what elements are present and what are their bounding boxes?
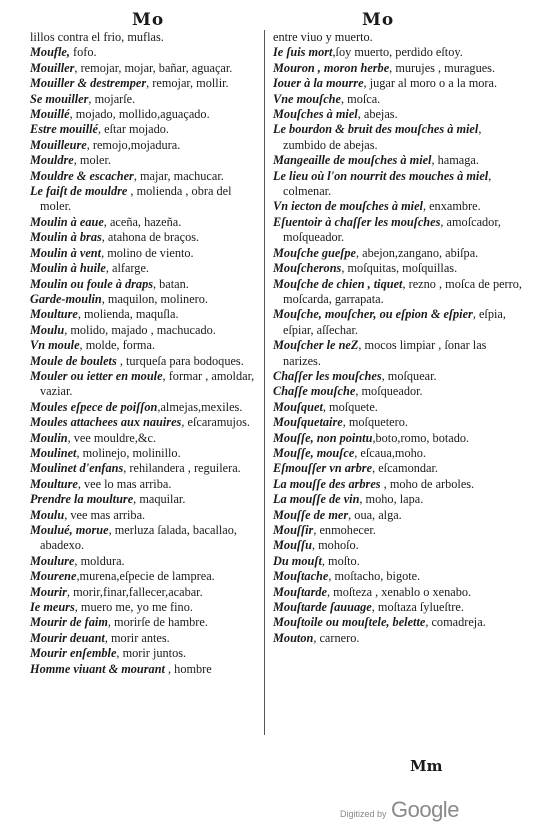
entry-headword: Moulin à bras: [30, 230, 102, 245]
dictionary-entry: [273, 369, 523, 384]
dictionary-entry: [273, 477, 523, 492]
dictionary-entry: [30, 323, 258, 338]
entry-headword: Le lieu où l'on nourrit des mouches à miel: [273, 168, 489, 183]
entry-headword: Mouſcherons: [273, 261, 342, 276]
dictionary-entry: [30, 45, 258, 60]
dictionary-entry: [273, 508, 523, 523]
entry-headword: Mouillé: [30, 107, 70, 122]
entry-headword: Mouſcher le neZ: [273, 338, 359, 353]
dictionary-entry: [30, 184, 258, 215]
entry-definition: lillos contra el frio, muflas.: [30, 30, 164, 44]
entry-definition: , morirſe de hambre.: [107, 615, 208, 630]
google-logo: Google: [390, 797, 459, 822]
dictionary-entry: [273, 600, 523, 615]
dictionary-entry: [30, 277, 258, 292]
entry-headword: Moules eſpece de poiſſon: [30, 399, 158, 414]
dictionary-entry: [273, 30, 523, 45]
entry-headword: Mouſche de chien , tiquet: [273, 276, 403, 291]
dictionary-entry: [30, 508, 258, 523]
entry-definition: , maquilar.: [133, 492, 186, 507]
dictionary-entry: [30, 569, 258, 584]
dictionary-entry: [273, 615, 523, 630]
entry-headword: Mouton: [273, 630, 314, 645]
entry-definition: , morir,finar,fallecer,acabar.: [66, 584, 203, 599]
entry-definition: , moſquitas, moſquillas.: [341, 261, 458, 276]
entry-headword: Moulin: [30, 430, 68, 445]
entry-definition: , eſcamondar.: [372, 461, 438, 476]
entry-headword: Moulu: [30, 322, 65, 337]
dictionary-entry: [30, 631, 258, 646]
entry-headword: Mourir enſemble: [30, 646, 117, 661]
column-divider: [264, 30, 265, 735]
entry-headword: Vn iecton de mouſches à miel: [273, 199, 423, 214]
entry-definition: , eſcaramujos.: [181, 415, 250, 430]
dictionary-entry: [273, 199, 523, 214]
entry-definition: , moſqueador.: [355, 384, 423, 399]
entry-headword: Garde-moulin: [30, 291, 102, 306]
dictionary-entry: [30, 400, 258, 415]
left-column: [30, 30, 258, 677]
dictionary-entry: [30, 646, 258, 661]
entry-definition: , rehilandera , reguilera.: [123, 461, 241, 476]
entry-headword: Ie meurs: [30, 600, 75, 615]
entry-headword: Se mouiller: [30, 91, 89, 106]
entry-definition: , murujes , muragues.: [389, 60, 496, 75]
dictionary-entry: [30, 261, 258, 276]
entry-definition: , enmohecer.: [313, 523, 376, 537]
dictionary-entry: [30, 523, 258, 554]
dictionary-entry: [30, 585, 258, 600]
right-column: [273, 30, 523, 646]
dictionary-entry: [273, 45, 523, 60]
entry-headword: Ie ſuis mort: [273, 45, 333, 60]
entry-headword: Mouſche, mouſcher, ou eſpion & eſpier: [273, 307, 473, 322]
entry-headword: Moulin à vent: [30, 245, 102, 260]
entry-headword: Moulture: [30, 476, 78, 491]
entry-definition: , moſquete.: [322, 399, 378, 414]
dictionary-entry: [273, 384, 523, 399]
entry-definition: , zumbido de abejas.: [283, 122, 482, 152]
entry-headword: Mouſtache: [273, 569, 329, 584]
entry-definition: , remojar, mojar, bañar, aguaçar.: [74, 60, 233, 75]
entry-headword: Moulué, morue: [30, 523, 109, 537]
catchword: Mm: [410, 757, 443, 775]
entry-definition: , merluza ſalada, bacallao, abadexo.: [40, 523, 237, 553]
entry-definition: , colmenar.: [283, 168, 492, 199]
dictionary-entry: [273, 585, 523, 600]
entry-definition: ,murena,eſpecie de lamprea.: [76, 569, 215, 584]
entry-headword: Mangeaille de mouſches à miel: [273, 153, 432, 168]
entry-definition: , moler.: [73, 153, 111, 168]
entry-definition: , hombre: [164, 661, 212, 676]
entry-headword: Moulture: [30, 307, 78, 322]
entry-headword: Du mouſt: [273, 553, 322, 568]
entry-headword: Moules attachees aux nauires: [30, 415, 182, 430]
entry-definition: , batan.: [153, 276, 189, 291]
entry-definition: , moſquetero.: [342, 415, 408, 430]
entry-headword: Prendre la moulture: [30, 492, 134, 507]
dictionary-entry: [30, 477, 258, 492]
entry-definition: , molinejo, molinillo.: [76, 445, 181, 460]
entry-definition: , alfarge.: [105, 261, 149, 276]
digitized-by-google: [340, 797, 459, 823]
dictionary-entry: [30, 292, 258, 307]
dictionary-entry: [30, 369, 258, 400]
entry-definition: , vee mas arriba.: [64, 507, 146, 522]
dictionary-entry: [30, 153, 258, 168]
entry-definition: , comadreja.: [425, 615, 486, 630]
entry-definition: , mohoſo.: [311, 538, 359, 553]
entry-headword: Moulin à huile: [30, 261, 106, 276]
entry-headword: Mouſtarde ſauuage: [273, 600, 372, 615]
entry-headword: Moulin à eaue: [30, 214, 104, 229]
dictionary-entry: [30, 76, 258, 91]
dictionary-entry: [273, 538, 523, 553]
dictionary-entry: [30, 415, 258, 430]
dictionary-entry: [273, 61, 523, 76]
entry-definition: , moſca.: [340, 91, 381, 106]
entry-definition: , remojar, mollir.: [146, 76, 229, 91]
entry-headword: Mouſſe de mer: [273, 507, 349, 522]
dictionary-entry: [273, 415, 523, 430]
entry-definition: , abejon,zangano, abiſpa.: [356, 245, 479, 260]
entry-definition: , mojarſe.: [88, 91, 136, 106]
entry-headword: Mouſtarde: [273, 584, 327, 599]
entry-headword: Mouiller: [30, 60, 75, 75]
entry-headword: Le faiſt de mouldre: [30, 184, 128, 199]
entry-definition: , muero me, yo me fino.: [74, 600, 193, 615]
entry-headword: Mourir deuant: [30, 630, 105, 645]
dictionary-entry: [30, 554, 258, 569]
entry-headword: Mourene: [30, 569, 77, 584]
entry-headword: Iouer à la mourre: [273, 76, 364, 91]
entry-headword: Mourir de faim: [30, 615, 108, 630]
entry-definition: , hamaga.: [431, 153, 479, 168]
dictionary-entry: [273, 461, 523, 476]
dictionary-entry: [273, 554, 523, 569]
entry-definition: ,almejas,mexiles.: [157, 399, 243, 414]
dictionary-entry: [30, 307, 258, 322]
dictionary-entry: [273, 569, 523, 584]
entry-definition: , moſtacho, bigote.: [328, 569, 421, 584]
entry-definition: , moho, lapa.: [359, 492, 424, 507]
dictionary-entry: [273, 400, 523, 415]
entry-definition: , eſcaua,moho.: [354, 445, 426, 460]
dictionary-entry: [30, 230, 258, 245]
entry-definition: , rezno , moſca de perro, moſcarda, garrapata.: [283, 276, 522, 306]
entry-headword: Mouſche gueſpe: [273, 245, 356, 260]
entry-headword: La mouſſe de vin: [273, 492, 360, 507]
entry-headword: Chaſſe mouſche: [273, 384, 356, 399]
entry-definition: , moſquear.: [381, 368, 437, 383]
entry-definition: , mocos limpiar , ſonar las narizes.: [283, 338, 487, 368]
dictionary-entry: [30, 246, 258, 261]
dictionary-entry: [273, 523, 523, 538]
dictionary-entry: [30, 122, 258, 137]
entry-headword: Mouſſir: [273, 523, 314, 537]
entry-definition: fofo.: [69, 45, 97, 60]
dictionary-entry: [30, 354, 258, 369]
left-running-head: Mo: [132, 10, 165, 30]
entry-headword: Moulinet d'enfans: [30, 461, 124, 476]
entry-definition: , eſpia, eſpiar, aſſechar.: [283, 307, 506, 337]
entry-definition: , molde, forma.: [79, 338, 156, 353]
dictionary-entry: [273, 338, 523, 369]
dictionary-entry: [273, 431, 523, 446]
dictionary-entry: [30, 107, 258, 122]
entry-headword: Moufle,: [30, 45, 70, 60]
entry-headword: Chaſſer les mouſches: [273, 368, 382, 383]
entry-headword: La mouſſe des arbres: [273, 476, 381, 491]
entry-headword: Vn moule: [30, 338, 80, 353]
dictionary-entry: [273, 92, 523, 107]
entry-headword: Mouſſe, non pointu: [273, 430, 373, 445]
entry-definition: , vee mouldre,&c.: [67, 430, 157, 445]
dictionary-entry: [30, 431, 258, 446]
entry-headword: Mouſtoile ou mouſtele, belette: [273, 615, 426, 630]
entry-definition: , enxambre.: [422, 199, 481, 214]
entry-headword: Mouldre: [30, 153, 74, 168]
entry-headword: Homme viuant & mourant: [30, 661, 165, 676]
entry-headword: Mouſſu: [273, 538, 312, 553]
entry-definition: , maquilon, molinero.: [101, 291, 208, 306]
dictionary-entry: [30, 215, 258, 230]
entry-definition: , molienda, maquſla.: [77, 307, 179, 322]
dictionary-entry: [30, 615, 258, 630]
entry-headword: Mouſquetaire: [273, 415, 343, 430]
entry-definition: , carnero.: [313, 630, 360, 645]
entry-definition: , morir juntos.: [116, 646, 187, 661]
entry-headword: Moulin ou foule à draps: [30, 276, 153, 291]
dictionary-entry: [30, 446, 258, 461]
dictionary-entry: [273, 107, 523, 122]
entry-definition: entre viuo y muerto.: [273, 30, 373, 44]
dictionary-entry: [273, 307, 523, 338]
entry-headword: Estre mouillé: [30, 122, 98, 137]
dictionary-entry: [30, 30, 258, 45]
entry-definition: , aceña, hazeña.: [103, 214, 182, 229]
entry-headword: Mouſſe, mouſce: [273, 445, 355, 460]
dictionary-entry: [273, 122, 523, 153]
dictionary-entry: [273, 215, 523, 246]
entry-headword: Mouler ou ietter en moule: [30, 368, 163, 383]
entry-headword: Le bourdon & bruit des mouſches à miel: [273, 122, 479, 137]
digitized-label: Digitized by: [340, 809, 387, 819]
entry-definition: , mojado, mollido,aguaçado.: [69, 107, 210, 122]
entry-headword: Mouſches à miel: [273, 107, 358, 122]
entry-definition: , moſtaza ſylueſtre.: [371, 600, 464, 615]
dictionary-entry: [273, 246, 523, 261]
dictionary-entry: [273, 76, 523, 91]
dictionary-entry: [273, 631, 523, 646]
entry-headword: Moulinet: [30, 445, 77, 460]
entry-headword: Mouldre & escacher: [30, 168, 134, 183]
entry-definition: , abejas.: [357, 107, 398, 122]
entry-definition: , moſto.: [321, 553, 360, 568]
dictionary-entry: [273, 492, 523, 507]
entry-definition: , moldura.: [74, 553, 125, 568]
entry-definition: , moſteza , xenablo o xenabo.: [326, 584, 472, 599]
entry-definition: ,boto,romo, botado.: [372, 430, 470, 445]
entry-definition: , atahona de braços.: [101, 230, 200, 245]
entry-definition: , moho de arboles.: [380, 476, 475, 491]
entry-headword: Mouron , moron herbe: [273, 60, 390, 75]
dictionary-entry: [273, 153, 523, 168]
entry-definition: , formar , amoldar, vaziar.: [40, 368, 255, 399]
dictionary-entry: [30, 61, 258, 76]
dictionary-entry: [30, 169, 258, 184]
dictionary-entry: [273, 261, 523, 276]
entry-definition: , vee lo mas arriba.: [77, 476, 172, 491]
entry-definition: ,ſoy muerto, perdido eſtoy.: [332, 45, 463, 60]
entry-headword: Moule de boulets: [30, 353, 117, 368]
entry-headword: Moulure: [30, 553, 75, 568]
entry-definition: , amoſcador, moſqueador.: [283, 214, 502, 245]
entry-definition: , jugar al moro o a la mora.: [363, 76, 498, 91]
dictionary-entry: [30, 138, 258, 153]
dictionary-entry: [30, 492, 258, 507]
dictionary-entry: [273, 446, 523, 461]
entry-definition: , molienda , obra del moler.: [40, 184, 232, 214]
entry-headword: Eſuentoir à chaſſer les mouſches: [273, 214, 441, 229]
dictionary-entry: [30, 461, 258, 476]
dictionary-entry: [30, 600, 258, 615]
dictionary-entry: [30, 92, 258, 107]
entry-definition: , turqueſa para bodoques.: [116, 353, 244, 368]
entry-headword: Mouilleure: [30, 137, 87, 152]
dictionary-entry: [273, 169, 523, 200]
entry-definition: , eſtar mojado.: [97, 122, 170, 137]
entry-headword: Mouiller & destremper: [30, 76, 147, 91]
entry-headword: Moulu: [30, 507, 65, 522]
entry-definition: , morir antes.: [104, 630, 170, 645]
entry-definition: , remojo,mojadura.: [86, 137, 181, 152]
entry-definition: , molino de viento.: [101, 245, 194, 260]
dictionary-entry: [30, 662, 258, 677]
entry-definition: , majar, machucar.: [133, 168, 224, 183]
entry-headword: Mourir: [30, 584, 67, 599]
entry-definition: , oua, alga.: [348, 507, 402, 522]
dictionary-entry: [30, 338, 258, 353]
right-running-head: Mo: [362, 10, 395, 30]
entry-headword: Eſmouſſer vn arbre: [273, 461, 373, 476]
entry-headword: Mouſquet: [273, 399, 323, 414]
dictionary-entry: [273, 277, 523, 308]
entry-definition: , molido, majado , machucado.: [64, 322, 216, 337]
entry-headword: Vne mouſche: [273, 91, 341, 106]
